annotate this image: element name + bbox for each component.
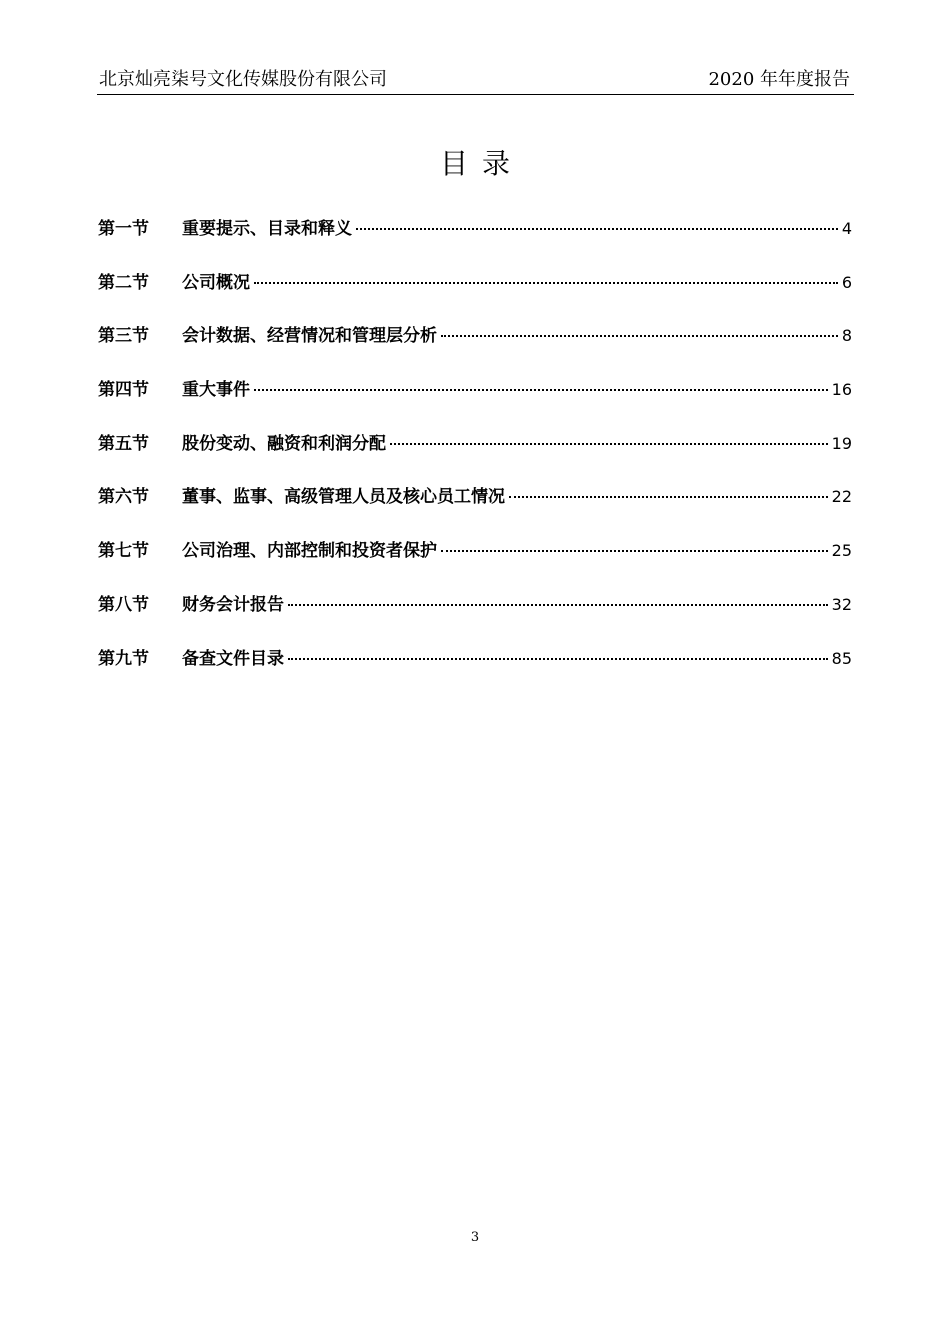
toc-section-number: 第五节 — [98, 433, 149, 454]
toc-section-title: 董事、监事、高级管理人员及核心员工情况 — [182, 487, 505, 508]
toc-page-number: 25 — [831, 541, 852, 561]
toc-section-number: 第三节 — [98, 326, 149, 347]
toc-entry[interactable] — [98, 642, 852, 696]
toc-section-title: 公司治理、内部控制和投资者保护 — [182, 541, 437, 562]
toc-entry[interactable] — [98, 427, 852, 481]
toc-dot-leader — [356, 228, 838, 230]
toc-dot-leader — [288, 604, 828, 606]
toc-dot-leader — [441, 335, 838, 337]
toc-dot-leader — [254, 389, 828, 391]
toc-section-number: 第六节 — [98, 487, 149, 508]
page-number: 3 — [470, 1230, 480, 1245]
toc-section-number: 第一节 — [98, 219, 149, 239]
toc-page-number: 16 — [831, 380, 852, 400]
toc-entry[interactable] — [98, 480, 852, 534]
report-name: 2020 年年度报告 — [708, 69, 850, 90]
toc-page-number: 4 — [841, 219, 852, 238]
toc-section-title: 股份变动、融资和利润分配 — [182, 433, 386, 454]
toc-entry[interactable] — [98, 319, 852, 373]
toc-section-title: 重大事件 — [182, 380, 250, 401]
toc-dot-leader — [390, 443, 828, 445]
toc-section-number: 第七节 — [98, 541, 149, 562]
page-header — [97, 66, 854, 95]
toc-entry[interactable] — [98, 212, 852, 266]
table-of-contents — [98, 212, 852, 695]
toc-section-title: 会计数据、经营情况和管理层分析 — [182, 326, 437, 347]
toc-section-number: 第四节 — [98, 380, 149, 401]
toc-entry[interactable] — [98, 588, 852, 642]
toc-dot-leader — [254, 282, 838, 284]
toc-section-number: 第九节 — [98, 648, 149, 669]
toc-entry[interactable] — [98, 266, 852, 320]
company-name: 北京灿亮柒号文化传媒股份有限公司 — [99, 69, 387, 90]
toc-page-number: 19 — [831, 433, 852, 453]
toc-section-title: 公司概况 — [182, 272, 250, 293]
toc-section-title: 重要提示、目录和释义 — [182, 219, 352, 239]
toc-section-title: 财务会计报告 — [182, 594, 284, 615]
toc-page-number: 22 — [831, 487, 852, 507]
toc-page-number: 85 — [831, 648, 852, 668]
toc-section-title: 备查文件目录 — [182, 648, 284, 669]
toc-page-number: 6 — [841, 272, 852, 292]
toc-title: 目录 — [439, 147, 524, 180]
toc-entry[interactable] — [98, 534, 852, 588]
toc-section-number: 第二节 — [98, 272, 149, 293]
toc-dot-leader — [509, 496, 828, 498]
toc-page-number: 8 — [841, 326, 852, 346]
toc-entry[interactable] — [98, 373, 852, 427]
toc-section-number: 第八节 — [98, 594, 149, 615]
toc-dot-leader — [288, 658, 828, 660]
toc-page-number: 32 — [831, 594, 852, 614]
toc-dot-leader — [441, 550, 828, 552]
